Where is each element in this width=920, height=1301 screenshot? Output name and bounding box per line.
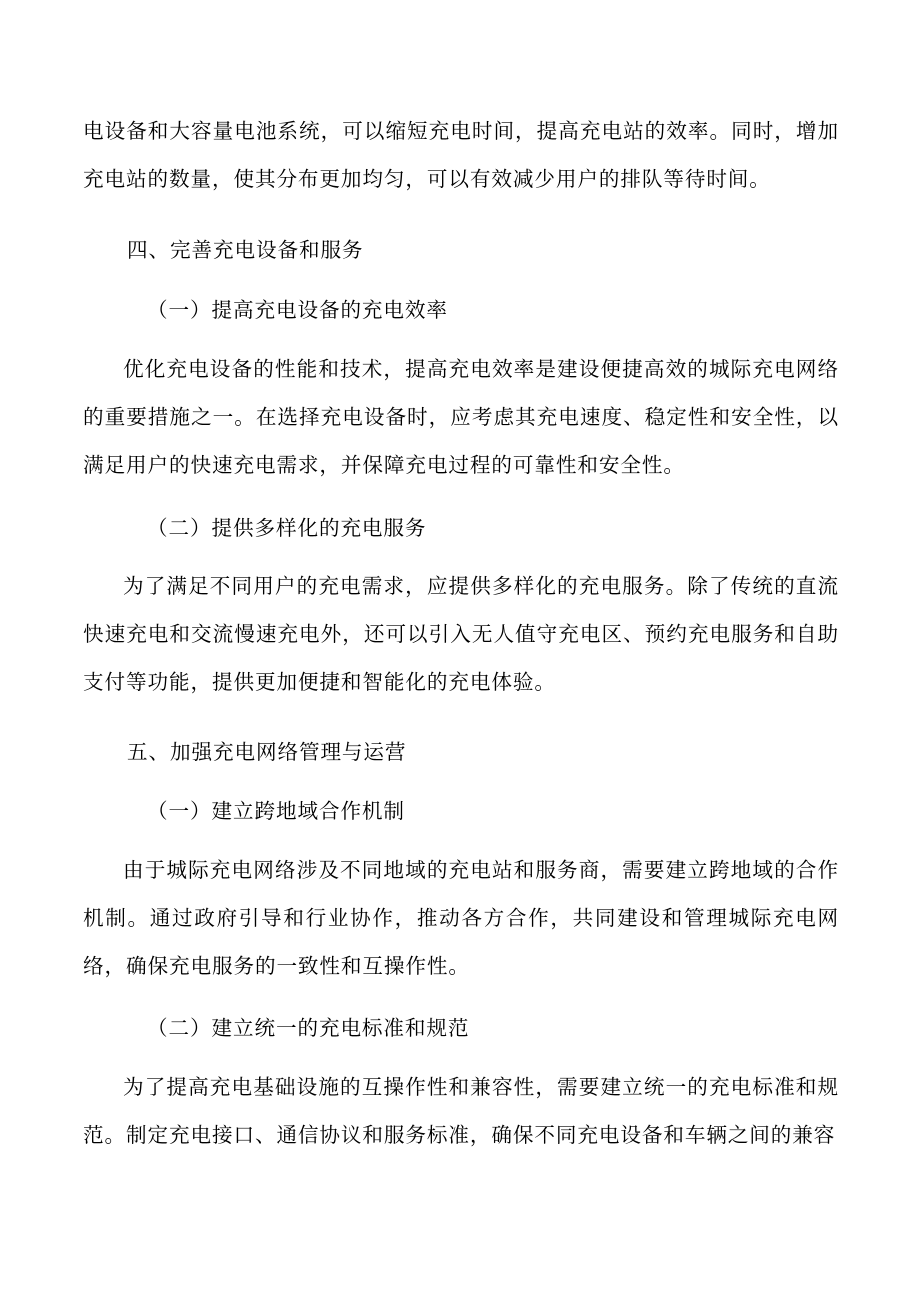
- section-5-1-heading: （一）建立跨地域合作机制: [147, 799, 405, 823]
- section-4-1-heading: （一）提高充电设备的充电效率: [147, 298, 448, 322]
- section-5-1-paragraph: 由于城际充电网络涉及不同地域的充电站和服务商，需要建立跨地域的合作机制。通过政府引导和行业协作，推动各方合作，共同建设和管理城际充电网络，确保充电服务的一致性和互操作性。: [83, 858, 839, 978]
- section-4-2-heading: （二）提供多样化的充电服务: [147, 516, 427, 540]
- section-5-heading: 五、加强充电网络管理与运营: [127, 740, 407, 764]
- section-4-1-paragraph: 优化充电设备的性能和技术，提高充电效率是建设便捷高效的城际充电网络的重要措施之一。在选择充电设备时，应考虑其充电速度、稳定性和安全性，以满足用户的快速充电需求，并保障充电过程的可靠性和安全性。: [83, 357, 839, 477]
- section-5-2-heading: （二）建立统一的充电标准和规范: [147, 1016, 470, 1040]
- section-5-2-paragraph: 为了提高充电基础设施的互操作性和兼容性，需要建立统一的充电标准和规范。制定充电接口、通信协议和服务标准，确保不同充电设备和车辆之间的兼容: [83, 1075, 839, 1147]
- paragraph-continued: 电设备和大容量电池系统，可以缩短充电时间，提高充电站的效率。同时，增加充电站的数量，使其分布更加均匀，可以有效减少用户的排队等待时间。: [83, 119, 839, 191]
- section-4-heading: 四、完善充电设备和服务: [127, 238, 364, 262]
- section-4-2-paragraph: 为了满足不同用户的充电需求，应提供多样化的充电服务。除了传统的直流快速充电和交流慢速充电外，还可以引入无人值守充电区、预约充电服务和自助支付等功能，提供更加便捷和智能化的充电体验。: [83, 574, 839, 694]
